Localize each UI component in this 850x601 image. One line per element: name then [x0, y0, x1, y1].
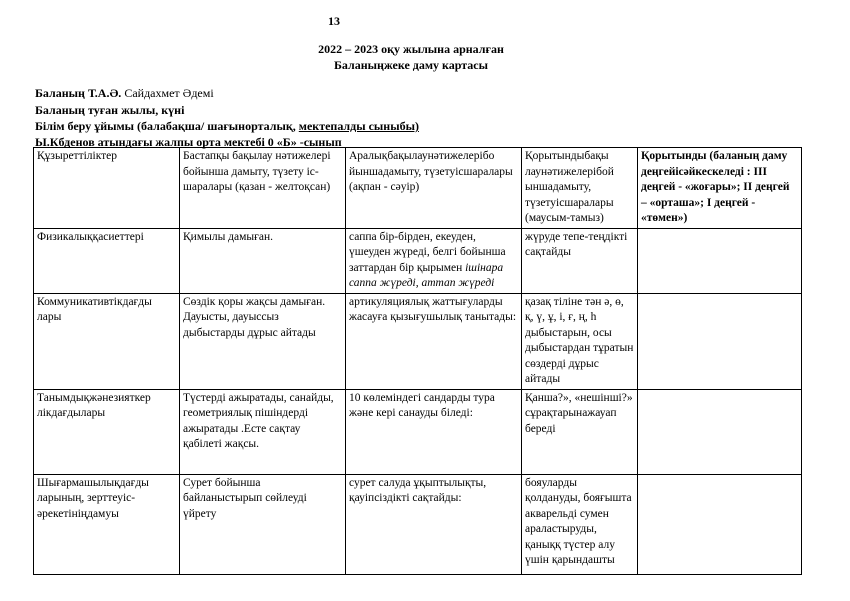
- cell-interim-italic: ішінара саппа жүреді, аттап жүреді: [349, 261, 504, 289]
- competency-physical: Физикалыққасиеттері: [34, 228, 180, 293]
- header-competencies: Құзыреттіліктер: [34, 148, 180, 229]
- table-row: [34, 228, 802, 293]
- header-initial-monitoring: Бастапқы бақылау нәтижелері бойынша дамыту, түзету іс-шаралары (қазан - желтоқсан): [180, 148, 346, 229]
- header-final-monitoring: Қорытындыбақы лаунәтижелерібой ыншадамыту, түзетуісшаралары (маусым-тамыз): [522, 148, 638, 229]
- cell-initial: Сурет бойынша байланыстырып сөйлеуді үйрету: [180, 474, 346, 574]
- school-line: Ы.Кбденов атындағы жалпы орта мектебі 0 «Б» -сынып: [35, 135, 342, 149]
- cell-initial: Түстерді ажыратады, санайды, геометриялық пішіндерді ажыратады .Есте сақтау қабілеті жақсы.: [180, 389, 346, 474]
- table-row: [34, 293, 802, 389]
- child-name-label: Баланың Т.А.Ә.: [35, 86, 122, 100]
- development-card-table: [33, 147, 802, 575]
- child-name-line: [35, 86, 214, 100]
- header-interim-monitoring: Аралықбақылаунәтижелерібо йыншадамыту, түзетуісшаралары (ақпан - сәуір): [346, 148, 522, 229]
- cell-initial: Қимылы дамыған.: [180, 228, 346, 293]
- cell-initial: Сөздік қоры жақсы дамыған. Дауысты, дауыссыз дыбыстарды дұрыс айтады: [180, 293, 346, 389]
- cell-final: жүруде тепе-теңдікті сақтайды: [522, 228, 638, 293]
- education-org-underlined: мектепалды сыныбы): [298, 119, 419, 133]
- document-title-year: 2022 – 2023 оқу жылына арналған: [318, 42, 504, 56]
- cell-final: қазақ тіліне тән ә, ө, қ, ү, ұ, і, ғ, ң, һ дыбыстарын, осы дыбыстардан тұратын сөздерді дұрыс айтады: [522, 293, 638, 389]
- header-conclusion: Қорытынды (баланың даму деңгейісәйкескеледі : III деңгей - «жоғары»; II деңгей – «орташа»; I деңгей - «төмен»): [638, 148, 802, 229]
- cell-interim: [346, 228, 522, 293]
- birth-date-label: Баланың туған жылы, күні: [35, 103, 185, 117]
- competency-communicative: Коммуникативтікдағды лары: [34, 293, 180, 389]
- document-title: Баланыңжеке даму картасы: [333, 58, 488, 72]
- cell-conclusion: [638, 293, 802, 389]
- education-org-label: Білім беру ұйымы (балабақша/ шағынорталық,: [35, 119, 296, 133]
- competency-creative: Шығармашылықдағды ларының, зерттеуіс-әрекетініңдамуы: [34, 474, 180, 574]
- table-header-row: [34, 148, 802, 229]
- competency-cognitive: Танымдықжәнезияткер лікдағдылары: [34, 389, 180, 474]
- cell-interim: 10 көлеміндегі сандарды тура және кері санауды біледі:: [346, 389, 522, 474]
- cell-interim: артикуляциялық жаттығуларды жасауға қызығушылық танытады:: [346, 293, 522, 389]
- cell-final: Қанша?», «нешінші?» сұрақтарынажауап береді: [522, 389, 638, 474]
- cell-conclusion: [638, 474, 802, 574]
- cell-conclusion: [638, 228, 802, 293]
- page-number: 13: [328, 14, 340, 28]
- cell-final: бояуларды қолдануды, бояғышта акварельді сумен араластыруды, қаныққ түстер алу үшін қарындашты: [522, 474, 638, 574]
- table-row: [34, 389, 802, 474]
- cell-interim: сурет салуда ұқыптылықты, қауіпсіздікті сақтайды:: [346, 474, 522, 574]
- education-org-line: [35, 119, 419, 133]
- cell-interim-text: саппа бір-бірден, екеуден, үшеуден жүреді, белгі бойынша заттардан бір қырымен: [349, 230, 506, 274]
- child-name-value: Сайдахмет Әдемі: [124, 86, 214, 100]
- cell-conclusion: [638, 389, 802, 474]
- table-row: [34, 474, 802, 574]
